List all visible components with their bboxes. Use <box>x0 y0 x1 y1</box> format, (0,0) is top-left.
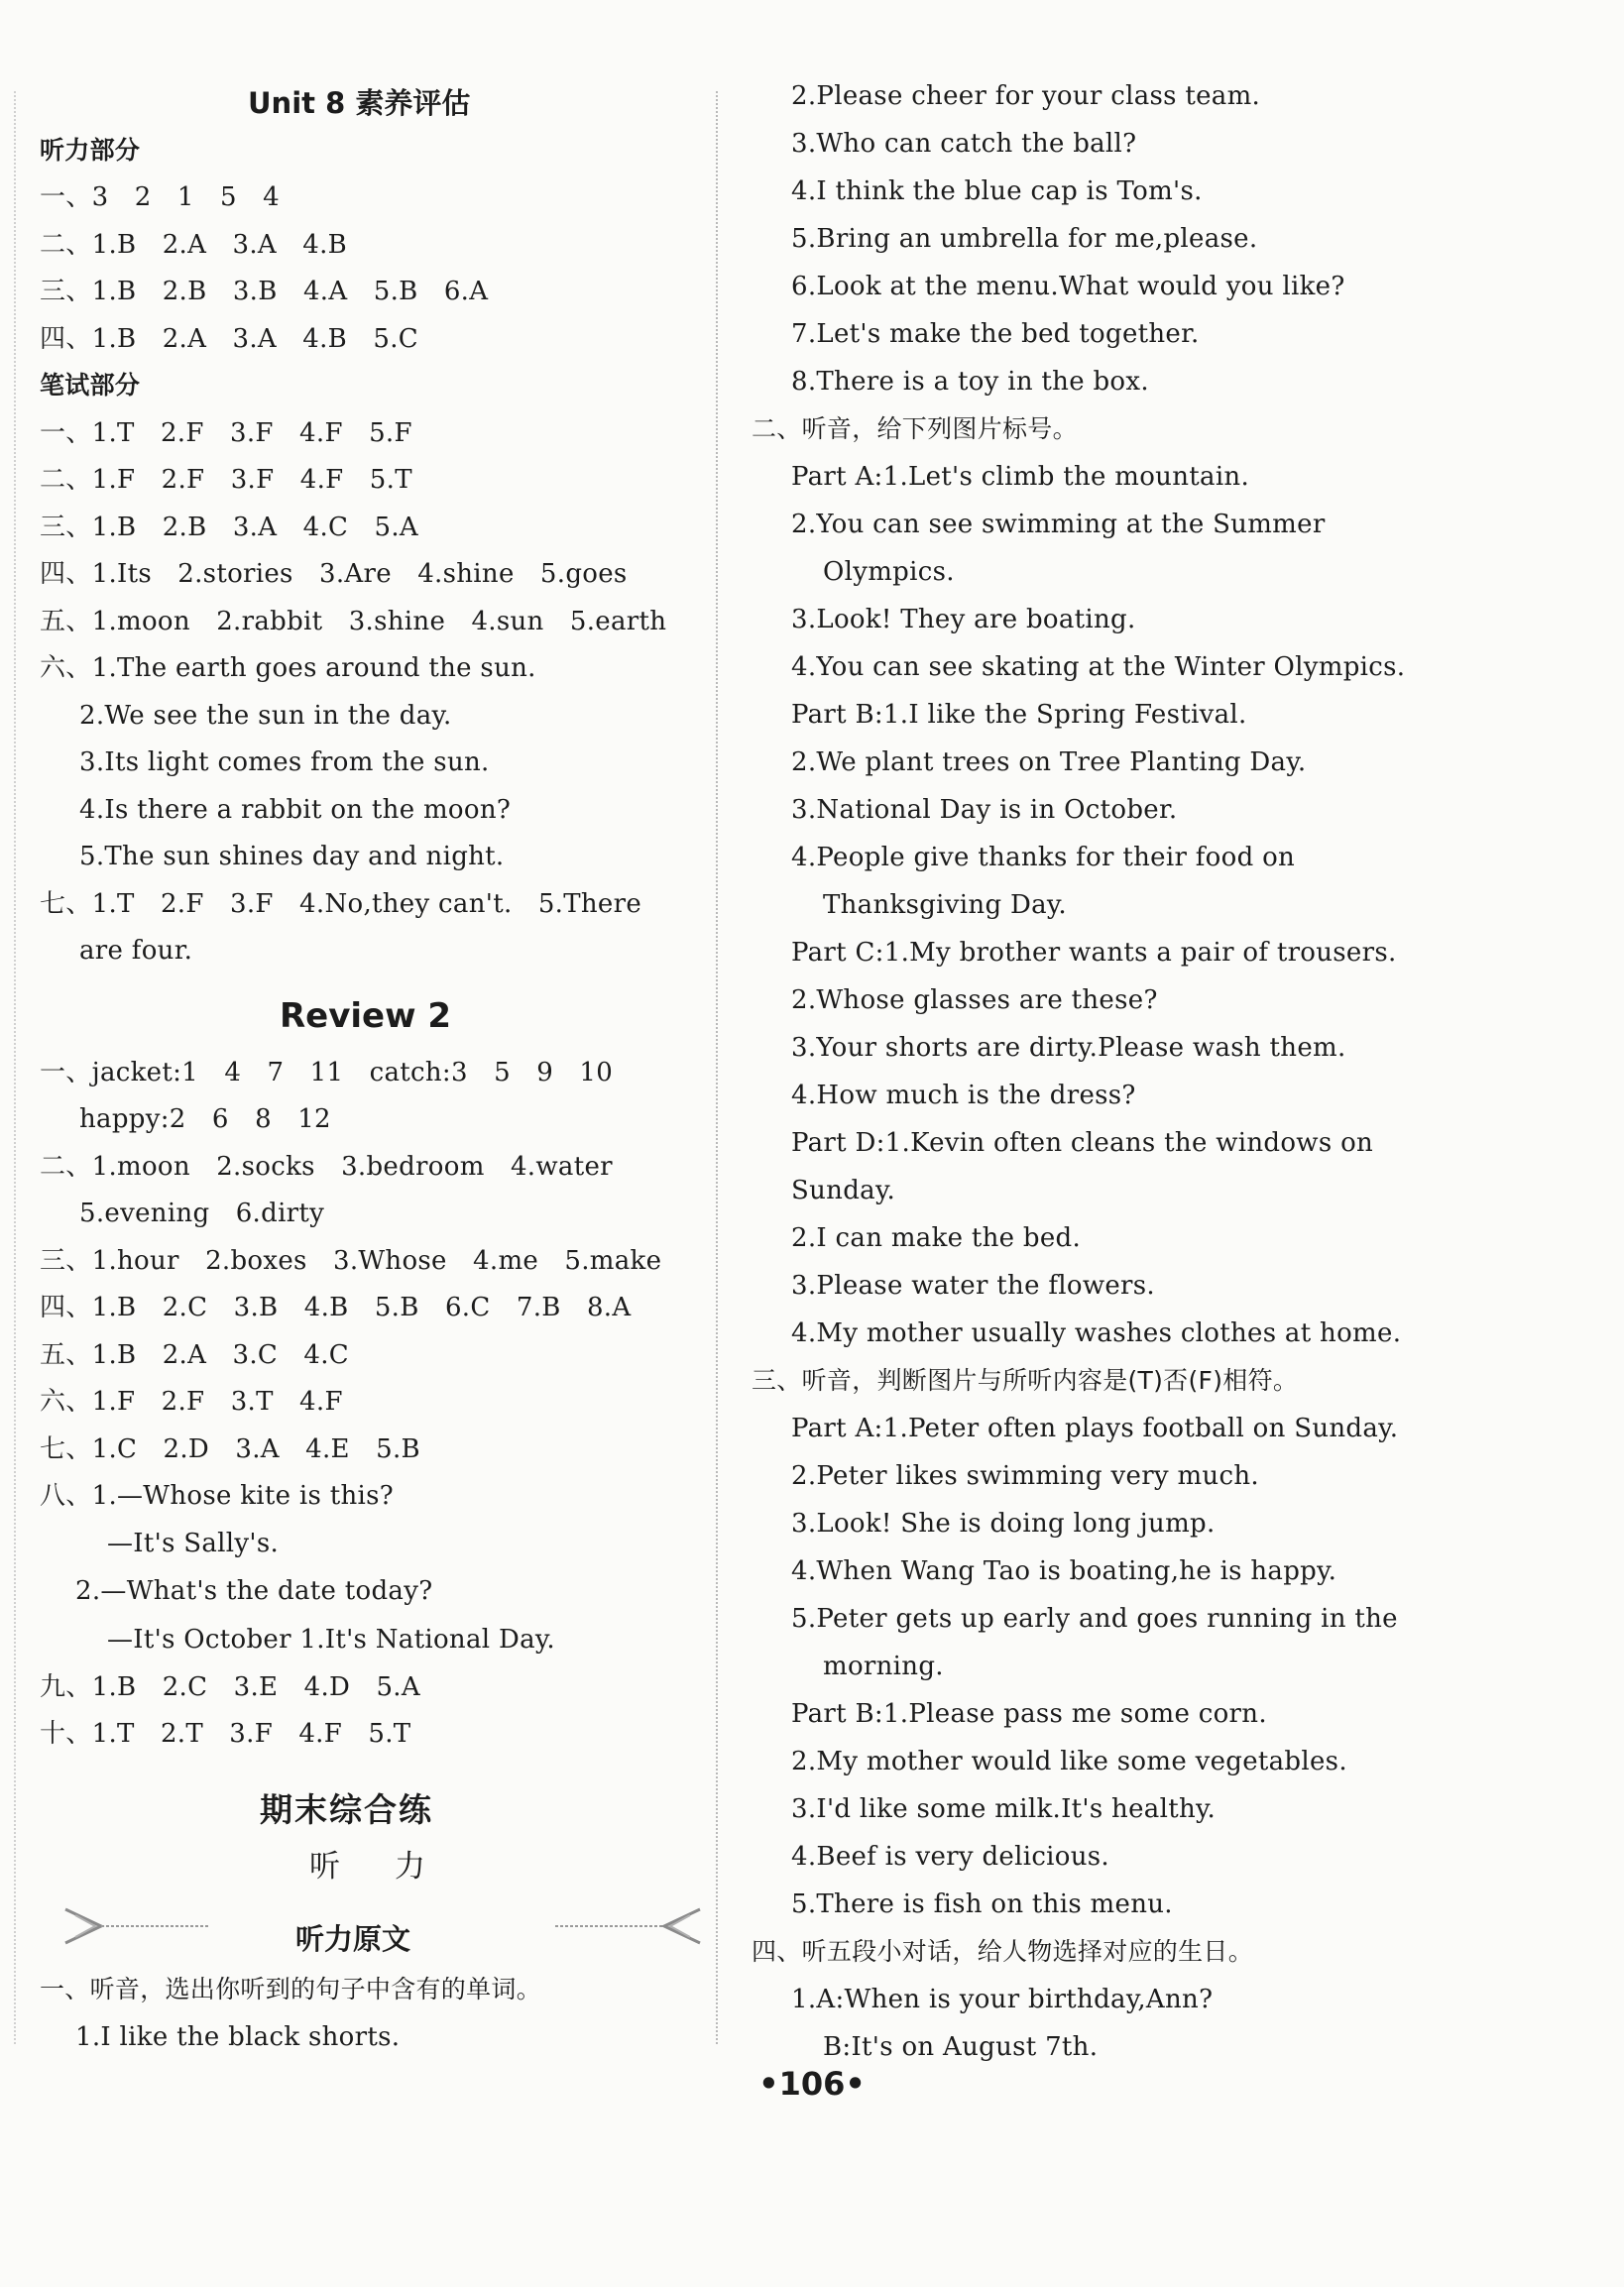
answer-line: 十、1.T 2.T 3.F 4.F 5.T <box>40 1719 411 1749</box>
script-line: morning. <box>823 1652 944 1681</box>
column-divider <box>716 91 718 2044</box>
script-line: 2.I can make the bed. <box>791 1223 1082 1253</box>
script-line: Part B:1.Please pass me some corn. <box>791 1699 1267 1729</box>
answer-line: are four. <box>79 936 193 966</box>
answer-line: 四、1.B 2.A 3.A 4.B 5.C <box>40 324 418 354</box>
script-line: 2.You can see swimming at the Summer <box>791 510 1326 539</box>
answer-line: 三、1.hour 2.boxes 3.Whose 4.me 5.make <box>40 1246 662 1276</box>
writing-section-label: 笔试部分 <box>40 371 141 400</box>
script-line: Part B:1.I like the Spring Festival. <box>791 700 1247 730</box>
answer-line: 一、1.T 2.F 3.F 4.F 5.F <box>40 418 412 448</box>
final-practice-title: 期末综合练 <box>260 1790 433 1829</box>
answer-line: 二、1.B 2.A 3.A 4.B <box>40 230 348 260</box>
answer-line: —It's October 1.It's National Day. <box>107 1625 555 1655</box>
answer-line: 1.I like the black shorts. <box>75 2022 401 2052</box>
question-line: 四、听五段小对话，给人物选择对应的生日。 <box>752 1937 1254 1966</box>
page-edge-dots <box>14 91 16 2044</box>
script-line: 2.Please cheer for your class team. <box>791 81 1261 111</box>
listening-subtitle: 听 力 <box>309 1849 437 1885</box>
script-line: 2.We plant trees on Tree Planting Day. <box>791 747 1307 777</box>
answer-line: happy:2 6 8 12 <box>79 1104 331 1134</box>
script-label: 听力原文 <box>295 1922 411 1956</box>
answer-line: 5.The sun shines day and night. <box>79 842 505 871</box>
right-ornament-icon <box>545 1901 704 1951</box>
script-line: 4.How much is the dress? <box>791 1081 1136 1110</box>
review2-title: Review 2 <box>280 996 452 1036</box>
answer-line: 九、1.B 2.C 3.E 4.D 5.A <box>40 1672 420 1702</box>
script-line: 3.National Day is in October. <box>791 795 1178 825</box>
script-line: Part A:1.Peter often plays football on Sunday. <box>791 1414 1399 1443</box>
script-line: 3.Please water the flowers. <box>791 1271 1155 1301</box>
answer-line: 4.Is there a rabbit on the moon? <box>79 795 512 825</box>
script-line: 3.I'd like some milk.It's healthy. <box>791 1794 1217 1824</box>
answer-line: 二、1.moon 2.socks 3.bedroom 4.water <box>40 1152 613 1182</box>
script-line: B:It's on August 7th. <box>823 2032 1099 2062</box>
script-line: 3.Look! They are boating. <box>791 605 1136 634</box>
script-line: Part C:1.My brother wants a pair of trousers. <box>791 938 1397 968</box>
script-line: 2.My mother would like some vegetables. <box>791 1747 1347 1776</box>
answer-line: 一、jacket:1 4 7 11 catch:3 5 9 10 <box>40 1058 614 1087</box>
script-line: 4.People give thanks for their food on <box>791 843 1296 872</box>
script-line: 8.There is a toy in the box. <box>791 367 1149 397</box>
script-line: 2.Peter likes swimming very much. <box>791 1461 1259 1491</box>
answer-line: 四、1.B 2.C 3.B 4.B 5.B 6.C 7.B 8.A <box>40 1293 632 1322</box>
script-line: 4.When Wang Tao is boating,he is happy. <box>791 1556 1337 1586</box>
answer-line: 三、1.B 2.B 3.B 4.A 5.B 6.A <box>40 277 489 306</box>
page-number: •106• <box>758 2065 866 2103</box>
script-line: 2.Whose glasses are these? <box>791 985 1158 1015</box>
script-line: Thanksgiving Day. <box>823 890 1067 920</box>
script-line: 7.Let's make the bed together. <box>791 319 1200 349</box>
answer-line: 五、1.B 2.A 3.C 4.C <box>40 1340 349 1370</box>
answer-line: 六、1.The earth goes around the sun. <box>40 653 536 683</box>
script-line: Part D:1.Kevin often cleans the windows on <box>791 1128 1374 1158</box>
script-line: Sunday. <box>791 1176 896 1205</box>
answer-line: 三、1.B 2.B 3.A 4.C 5.A <box>40 513 418 542</box>
script-line: Part A:1.Let's climb the mountain. <box>791 462 1250 492</box>
answer-line: 3.Its light comes from the sun. <box>79 747 490 777</box>
script-line: 4.My mother usually washes clothes at home. <box>791 1318 1402 1348</box>
answer-line: 七、1.T 2.F 3.F 4.No,they can't. 5.There <box>40 889 642 919</box>
question-line: 一、听音，选出你听到的句子中含有的单词。 <box>40 1975 542 2003</box>
script-line: 4.Beef is very delicious. <box>791 1842 1109 1872</box>
script-line: 5.There is fish on this menu. <box>791 1889 1173 1919</box>
answer-line: 二、1.F 2.F 3.F 4.F 5.T <box>40 465 412 495</box>
answer-line: 2.We see the sun in the day. <box>79 701 452 731</box>
answer-line: 七、1.C 2.D 3.A 4.E 5.B <box>40 1434 420 1464</box>
question-line: 二、听音，给下列图片标号。 <box>752 414 1078 443</box>
answer-line: 四、1.Its 2.stories 3.Are 4.shine 5.goes <box>40 559 628 589</box>
answer-line: 五、1.moon 2.rabbit 3.shine 4.sun 5.earth <box>40 607 667 636</box>
answer-line: —It's Sally's. <box>107 1529 280 1558</box>
script-line: 6.Look at the menu.What would you like? <box>791 272 1345 301</box>
script-line: 3.Who can catch the ball? <box>791 129 1137 159</box>
script-line: 3.Your shorts are dirty.Please wash them. <box>791 1033 1346 1063</box>
script-line: 5.Bring an umbrella for me,please. <box>791 224 1258 254</box>
script-line: 3.Look! She is doing long jump. <box>791 1509 1216 1539</box>
answer-line: 六、1.F 2.F 3.T 4.F <box>40 1387 343 1417</box>
script-line: 4.You can see skating at the Winter Olympics. <box>791 652 1406 682</box>
answer-line: 一、3 2 1 5 4 <box>40 182 281 212</box>
script-line: Olympics. <box>823 557 955 587</box>
script-line: 1.A:When is your birthday,Ann? <box>791 1985 1214 2014</box>
answer-line: 2.—What's the date today? <box>75 1576 433 1606</box>
listening-section-label: 听力部分 <box>40 136 141 165</box>
answer-line: 5.evening 6.dirty <box>79 1199 325 1228</box>
script-line: 5.Peter gets up early and goes running in the <box>791 1604 1398 1634</box>
script-line: 4.I think the blue cap is Tom's. <box>791 176 1203 206</box>
question-line: 三、听音，判断图片与所听内容是(T)否(F)相符。 <box>752 1366 1299 1395</box>
unit8-title: Unit 8 素养评估 <box>248 86 471 120</box>
answer-line: 八、1.—Whose kite is this? <box>40 1481 395 1511</box>
left-ornament-icon <box>61 1901 220 1951</box>
